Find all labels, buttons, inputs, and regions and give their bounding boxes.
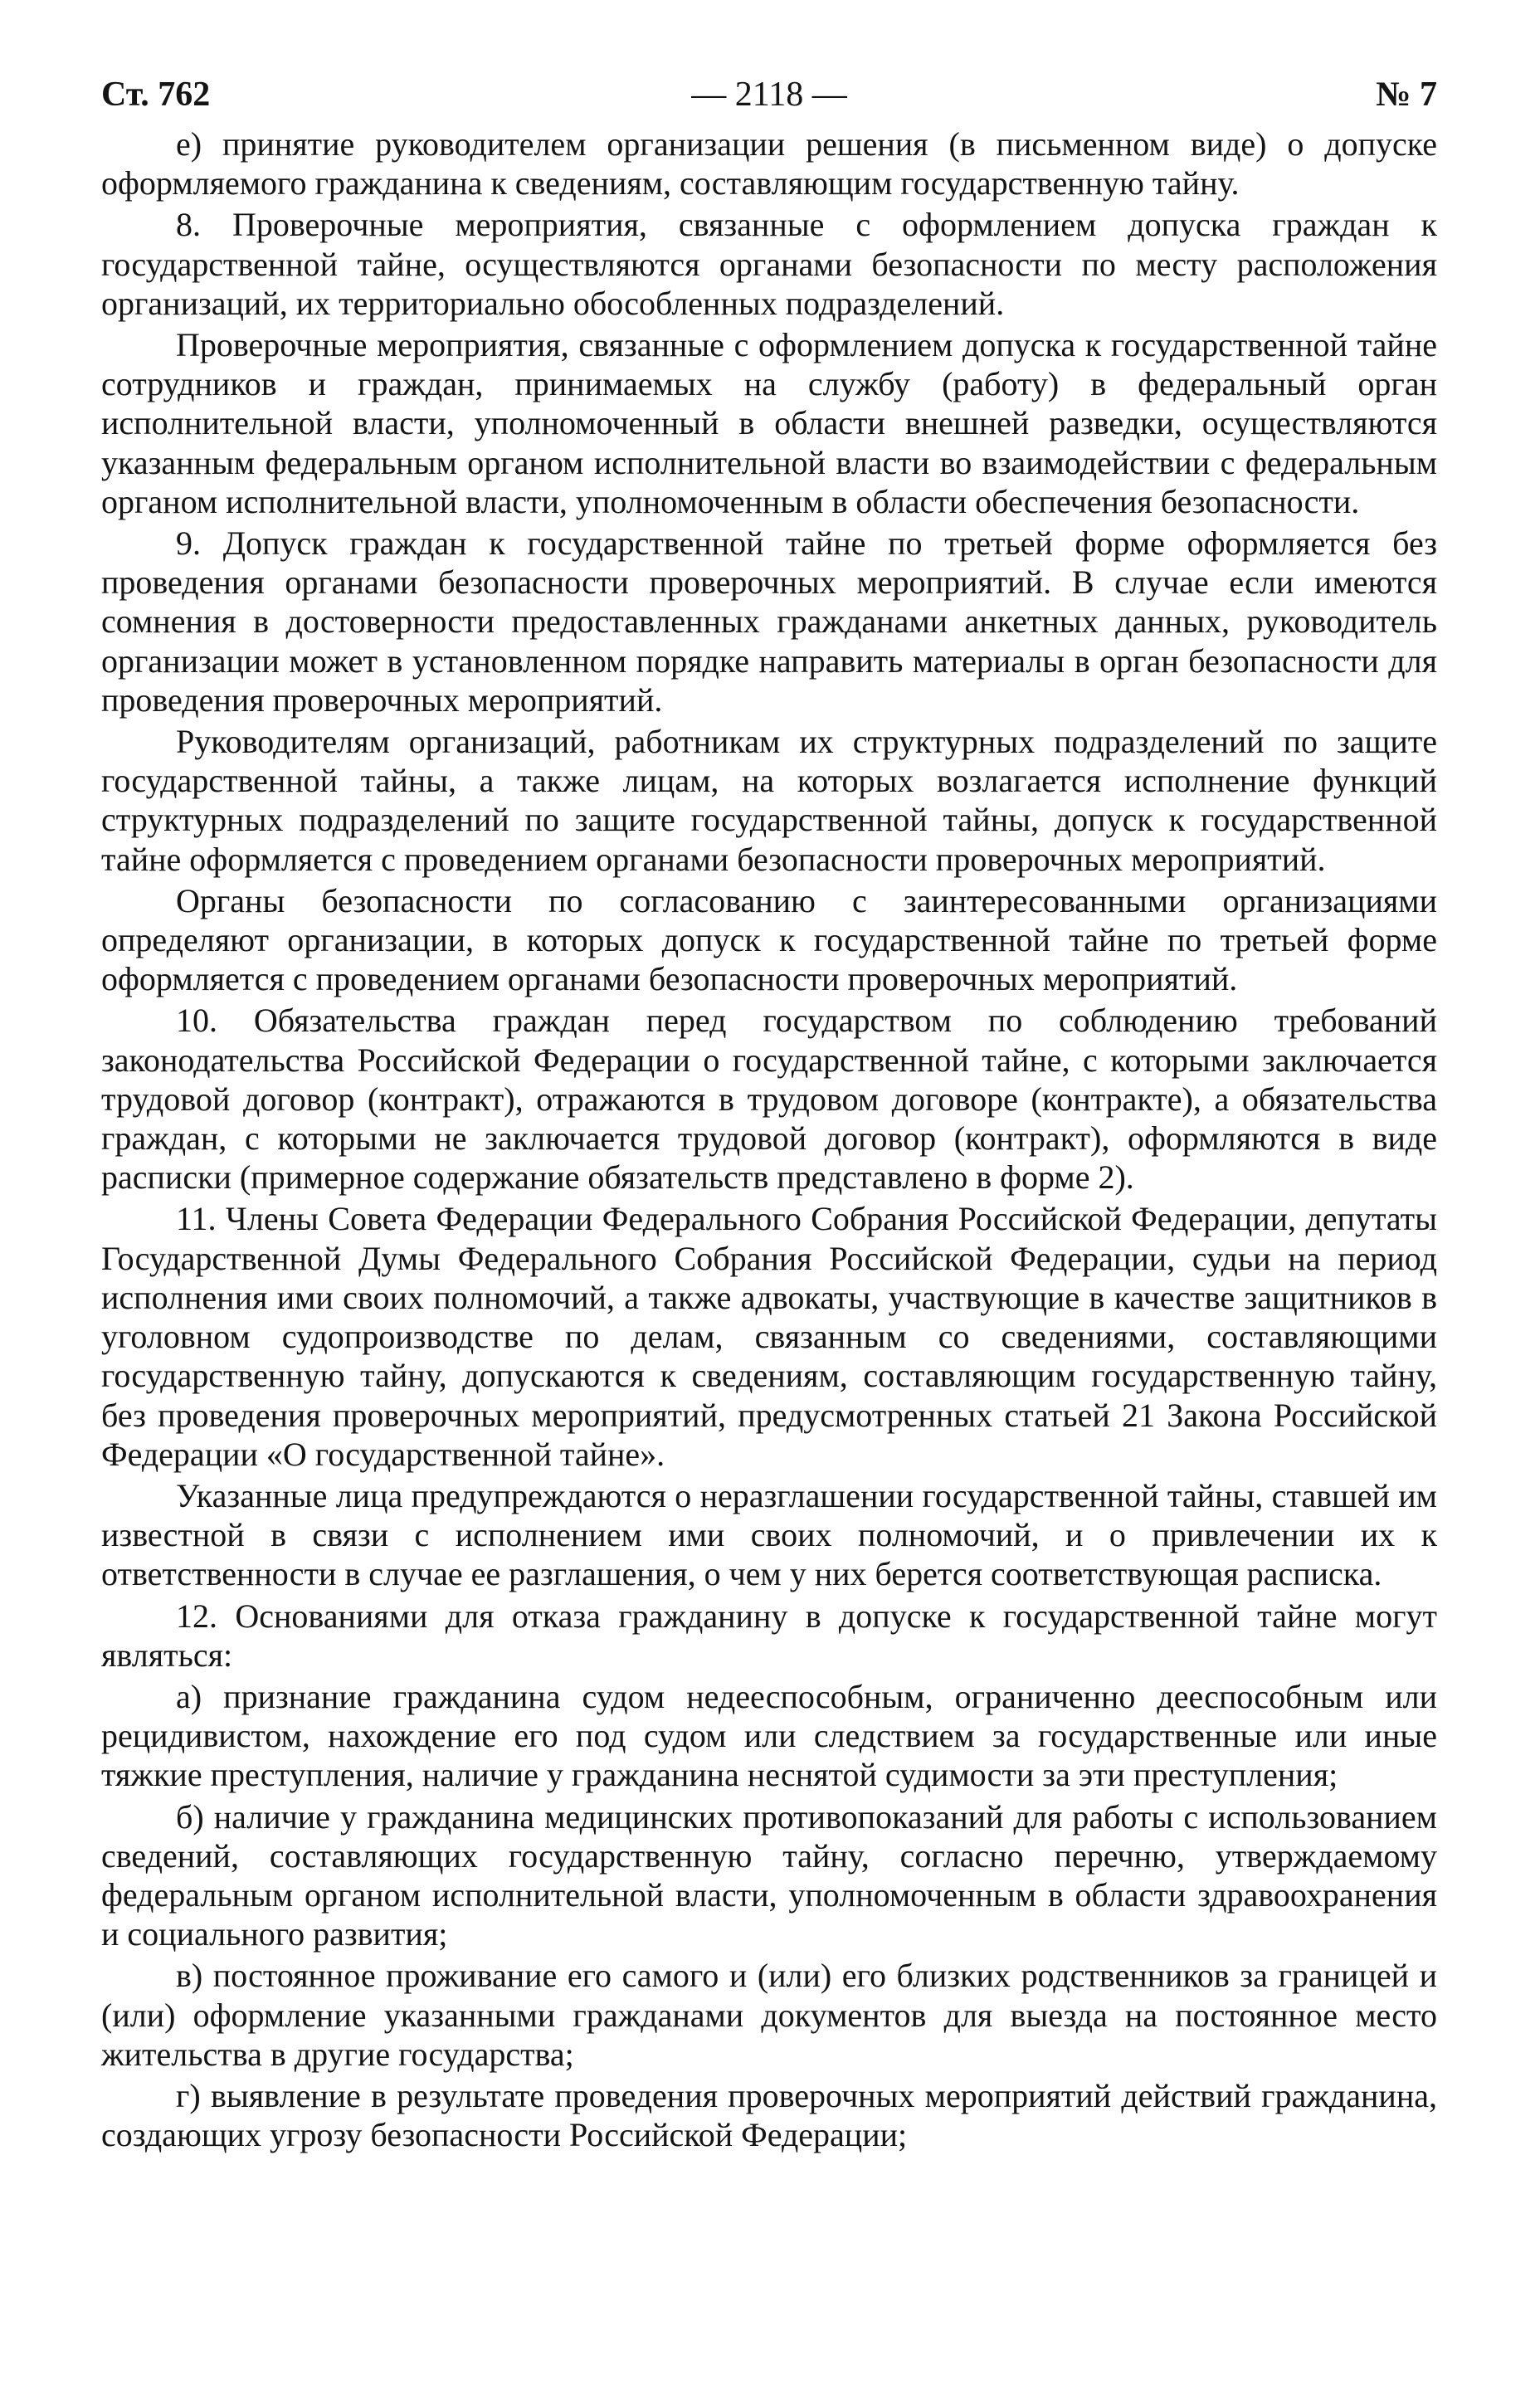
paragraph: 9. Допуск граждан к государственной тайне по третьей форме оформляется без проведения органами безопасности проверочных мероприятий. В случае если имеются сомнения в достоверности предоставленных гражданами анкетных данных, руководитель организации может в установленном порядке направить материалы в орган безопасности для проведения проверочных мероприятий. — [101, 524, 1437, 719]
paragraph: в) постоянное проживание его самого и (или) его близких родственников за границей и (или) оформление указанными гражданами документов для выезда на постоянное место жительства в другие государства; — [101, 1957, 1437, 2073]
issue-number: № 7 — [1376, 76, 1437, 114]
page-number: — 2118 — — [691, 76, 847, 114]
paragraph: г) выявление в результате проведения проверочных мероприятий действий гражданина, создающих угрозу безопасности Российской Федерации; — [101, 2076, 1437, 2154]
paragraph: 12. Основаниями для отказа гражданину в допуске к государственной тайне могут являться: — [101, 1597, 1437, 1674]
paragraph: Руководителям организаций, работникам их структурных подразделений по защите государственной тайны, а также лицам, на которых возлагается исполнение функций структурных подразделений по защите государственной тайны, допуск к государственной тайне оформляется с проведением органами безопасности проверочных мероприятий. — [101, 723, 1437, 878]
page-header — [101, 73, 1437, 116]
paragraph: б) наличие у гражданина медицинских противопоказаний для работы с использованием сведений, составляющих государственную тайну, согласно перечню, утверждаемому федеральным органом исполнительной власти, уполномоченным в области здравоохранения и социального развития; — [101, 1797, 1437, 1953]
paragraph: Проверочные мероприятия, связанные с оформлением допуска к государственной тайне сотрудников и граждан, принимаемых на службу (работу) в федеральный орган исполнительной власти, уполномоченный в области внешней разведки, осуществляются указанным федеральным органом исполнительной власти во взаимодействии с федеральным органом исполнительной власти, уполномоченным в области обеспечения безопасности. — [101, 326, 1437, 520]
paragraph: Указанные лица предупреждаются о неразглашении государственной тайны, ставшей им известной в связи с исполнением ими своих полномочий, и о привлечении их к ответственности в случае ее разглашения, о чем у них берется соответствующая расписка. — [101, 1476, 1437, 1593]
article-number: Ст. 762 — [101, 76, 211, 114]
paragraph: 8. Проверочные мероприятия, связанные с оформлением допуска граждан к государственной тайне, осуществляются органами безопасности по месту расположения организаций, их территориально обособленных подразделений. — [101, 206, 1437, 322]
document-body — [101, 124, 1437, 2154]
paragraph: 10. Обязательства граждан перед государством по соблюдению требований законодательства Российской Федерации о государственной тайне, с которыми заключается трудовой договор (контракт), отражаются в трудовом договоре (контракте), а обязательства граждан, с которыми не заключается трудовой договор (контракт), оформляются в виде расписки (примерное содержание обязательств представлено в форме 2). — [101, 1002, 1437, 1197]
paragraph: Органы безопасности по согласованию с заинтересованными организациями определяют организации, в которых допуск к государственной тайне по третьей форме оформляется с проведением органами безопасности проверочных мероприятий. — [101, 881, 1437, 998]
paragraph: а) признание гражданина судом недееспособным, ограниченно дееспособным или рецидивистом, нахождение его под судом или следствием за государственные или иные тяжкие преступления, наличие у гражданина неснятой судимости за эти преступления; — [101, 1677, 1437, 1794]
paragraph: 11. Члены Совета Федерации Федерального Собрания Российской Федерации, депутаты Государственной Думы Федерального Собрания Российской Федерации, судьи на период исполнения ими своих полномочий, а также адвокаты, участвующие в качестве защитников в уголовном судопроизводстве по делам, связанным со сведениями, составляющими государственную тайну, допускаются к сведениям, составляющим государственную тайну, без проведения проверочных мероприятий, предусмотренных статьей 21 Закона Российской Федерации «О государственной тайне». — [101, 1200, 1437, 1473]
paragraph: е) принятие руководителем организации решения (в письменном виде) о допуске оформляемого гражданина к сведениям, составляющим государственную тайну. — [101, 125, 1437, 202]
document-page — [101, 73, 1437, 2157]
